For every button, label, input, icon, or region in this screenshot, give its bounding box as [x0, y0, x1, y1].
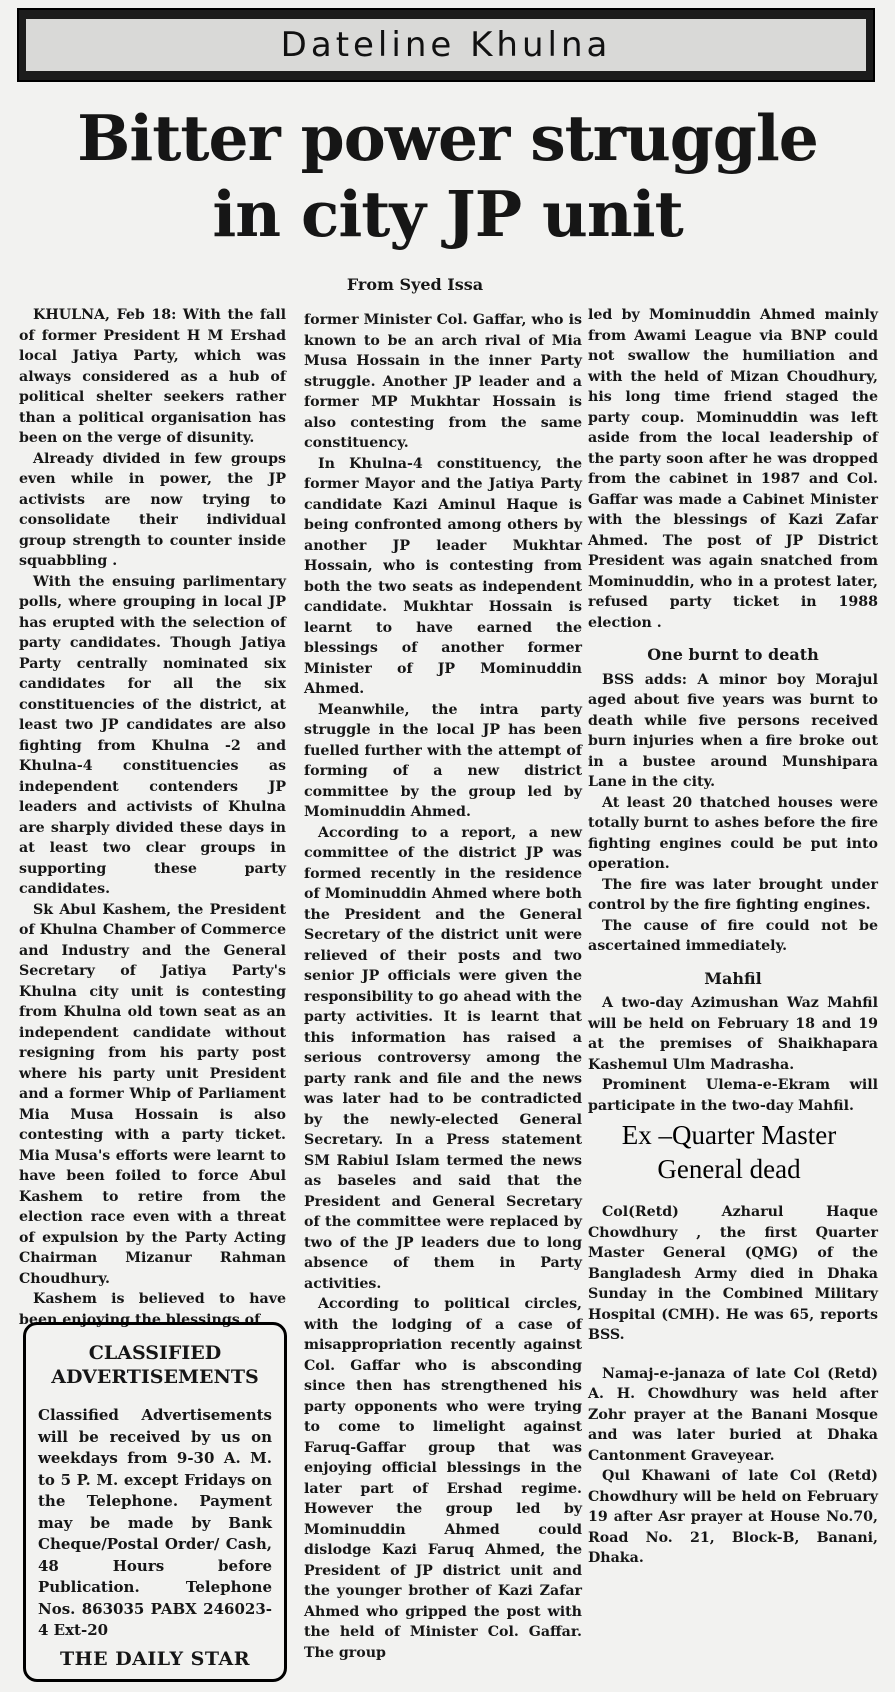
paragraph: The fire was later brought under control by the fire fighting engines. [588, 876, 878, 913]
headline [40, 100, 855, 252]
paragraph: KHULNA, Feb 18: With the fall of former President H M Ershad local Jatiya Party, which was always considered as a hub of political shelter seekers rather than a political organisation has been on the verge of disunity. [19, 307, 286, 446]
qmg-headline [574, 1118, 884, 1186]
paragraph: BSS adds: A minor boy Morajul aged about five years was burnt to death while five persons received burn injuries when a fire broke out in a bustee around Munshipara Lane in the city. [588, 671, 878, 790]
paragraph: A two-day Azimushan Waz Mahfil will be held on February 18 and 19 at the premises of Shaikhapara Kashemul Ulm Madrasha. [588, 995, 878, 1073]
paragraph: Sk Abul Kashem, the President of Khulna Chamber of Commerce and Industry and the General Secretary of Jatiya Party's Khulna city unit is contesting from Khulna old town seat as an independent candidate without resigning from his party post where his party unit President and a former Whip of Parliament Mia Musa Hossain is also contesting with a party ticket. Mia Musa's efforts were learnt to have been foiled to force Abul Kashem to retire from the election race even with a threat of expulsion by the Party Acting Chairman Mizanur Rahman Choudhury. [19, 901, 286, 1287]
paragraph: led by Mominuddin Ahmed mainly from Awami League via BNP could not swallow the humiliation and with the held of Mizan Choudhury, his long time friend staged the party coup. Mominuddin was left aside from the local leadership of the party soon after he was dropped from the cabinet in 1987 and Col. Gaffar was made a Cabinet Minister with the blessings of Kazi Zafar Ahmed. The post of JP District President was again snatched from Mominuddin, who in a protest later, refused party ticket in 1988 election . [588, 307, 878, 631]
paragraph: Namaj-e-janaza of late Col (Retd) A. H. Chowdhury was held after Zohr prayer at the Banani Mosque and was later buried at Dhaka Cantonment Graveyear. [588, 1365, 878, 1464]
section-banner [17, 8, 875, 82]
paragraph: Qul Khawani of late Col (Retd) Chowdhury will be held on February 19 after Asr prayer at House No.70, Road No. 21, Block-B, Banani, Dhaka. [588, 1468, 878, 1566]
classified-ad-box [23, 1322, 287, 1682]
classified-title-line-1: CLASSIFIED [88, 1342, 222, 1364]
article-column-1 [19, 305, 286, 1330]
qmg-headline-line-1: Ex –Quarter Master [621, 1120, 837, 1150]
classified-title-line-2: ADVERTISEMENTS [51, 1366, 259, 1388]
paragraph: At least 20 thatched houses were totally burnt to ashes before the fire fighting engines could be put into operation. [588, 794, 878, 872]
burnt-subhead: One burnt to death [647, 645, 819, 664]
paragraph: Kashem is believed to have been enjoying the blessings of [19, 1291, 286, 1328]
byline: From Syed Issa [346, 275, 484, 294]
paragraph: former Minister Col. Gaffar, who is known to be an arch rival of Mia Musa Hossain in the inner Party struggle. Another JP leader and a former MP Mukhtar Hossain is also contesting from the same constituency. [304, 312, 582, 451]
headline-line-1: Bitter power struggle [77, 101, 818, 175]
paragraph: Col(Retd) Azharul Haque Chowdhury , the first Quarter Master General (QMG) of the Bangladesh Army died in Dhaka Sunday in the Combined Military Hospital (CMH). He was 65, reports BSS. [588, 1204, 878, 1343]
paragraph: The cause of fire could not be ascertained immediately. [588, 917, 878, 954]
qmg-headline-line-2: General dead [657, 1154, 801, 1184]
paragraph: Meanwhile, the intra party struggle in the local JP has been fuelled further with the attempt of forming of a new district committee by the group led by Mominuddin Ahmed. [304, 701, 582, 820]
paragraph: In Khulna-4 constituency, the former Mayor and the Jatiya Party candidate Kazi Aminul Haque is being confronted among others by another JP leader Mukhtar Hossain, who is contesting from both the two seats as independent candidate. Mukhtar Hossain is learnt to have earned the blessings of another former Minister of JP Mominuddin Ahmed. [304, 455, 582, 697]
paragraph: According to political circles, with the lodging of a case of misappropriation recently against Col. Gaffar who is absconding since then has strengthened his party opponents who were trying to come to limelight against Faruq-Gaffar group that was enjoying official blessings in the later part of Ershad regime. However the group led by Mominuddin Ahmed could dislodge Kazi Faruq Ahmed, the President of JP district unit and the younger brother of Kazi Zafar Ahmed who gripped the post with the held of Minister Col. Gaffar. The group [304, 1296, 582, 1661]
section-title: Dateline Khulna [26, 19, 866, 71]
newspaper-name: THE DAILY STAR [60, 1647, 250, 1670]
article-column-2 [304, 310, 582, 1663]
paragraph: Already divided in few groups even while in power, the JP activists are now trying to consolidate their individual group strength to counter inside squabbling . [19, 450, 286, 569]
classified-body: Classified Advertisements will be received by us on weekdays from 9-30 A. M. to 5 P. M. except Fridays on the Telephone. Payment may be made by Bank Cheque/Postal Order/ Cash, 48 Hours before Publication. Telephone Nos. 863035 PABX 246023-4 Ext-20 [38, 1406, 272, 1639]
classified-title [38, 1341, 272, 1389]
paragraph: Prominent Ulema-e-Ekram will participate in the two-day Mahfil. [588, 1077, 878, 1114]
paragraph: With the ensuing parlimentary polls, where grouping in local JP has erupted with the selection of party candidates. Though Jatiya Party centrally nominated six candidates for all the six constituencies of the district, at least two JP candidates are also fighting from Khulna -2 and Khulna-4 constituencies as independent contenders JP leaders and activists of Khulna are sharply divided these days in at least two clear groups in supporting these party candidates. [19, 573, 286, 897]
mahfil-subhead: Mahfil [704, 968, 762, 988]
headline-line-2: in city JP unit [212, 177, 683, 251]
paragraph: According to a report, a new committee of the district JP was formed recently in the residence of Mominuddin Ahmed where both the President and the General Secretary of the district unit were relieved of their posts and two senior JP officials were given the responsibility to go ahead with the party activities. It is learnt that this information has raised a serious controversy among the party rank and file and the news was later had to be contradicted by the newly-elected General Secretary. In a Press statement SM Rabiul Islam termed the news as baseles and said that the President and General Secretary of the committee were replaced by two of the JP leaders due to long absence of them in Party activities. [304, 824, 582, 1292]
article-column-3 [588, 305, 878, 1569]
